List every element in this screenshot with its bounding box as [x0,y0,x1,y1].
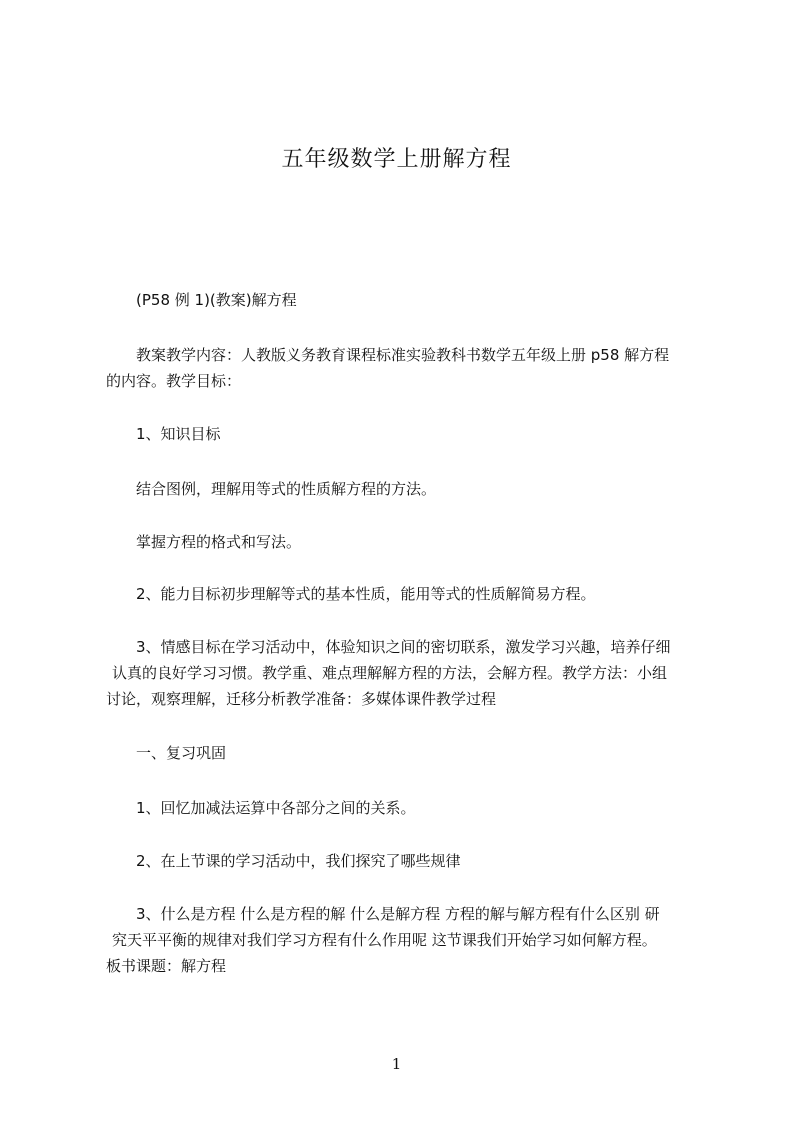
knowledge-objective-heading-text: 1、知识目标 [136,425,221,443]
emotion-objective-line-1: 3、情感目标在学习活动中，体验知识之间的密切联系，激发学习兴趣，培养仔细 [136,638,671,656]
ability-objective-text: 2、能力目标初步理解等式的基本性质，能用等式的性质解简易方程。 [136,585,596,603]
lesson-subtitle [106,287,746,313]
review-item-1 [106,795,746,821]
ability-objective [106,581,746,607]
teaching-content-line-2: 的内容。教学目标： [106,372,242,390]
knowledge-objective-item-2 [106,529,746,555]
lesson-subtitle-text: (P58 例 1)(教案)解方程 [136,291,297,309]
review-item-2-text: 2、在上节课的学习活动中，我们探究了哪些规律 [136,852,461,870]
teaching-content-paragraph [106,342,716,394]
review-item-3-line-3: 板书课题：解方程 [106,957,227,975]
review-item-3-line-1: 3、什么是方程 什么是方程的解 什么是解方程 方程的解与解方程有什么区别 研 [136,905,660,923]
emotion-objective-line-2: 认真的良好学习习惯。教学重、难点理解解方程的方法，会解方程。教学方法：小组 [112,664,668,682]
document-title: 五年级数学上册解方程 [281,147,512,172]
review-item-3-line-2: 究天平平衡的规律对我们学习方程有什么作用呢 这节课我们开始学习如何解方程。 [112,931,657,949]
knowledge-objective-item-1-text: 结合图例，理解用等式的性质解方程的方法。 [136,480,437,498]
review-section-heading [106,740,746,766]
review-item-3-paragraph [106,901,716,979]
review-section-heading-text: 一、复习巩固 [136,744,227,762]
teaching-content-line-1: 教案教学内容：人教版义务教育课程标准实验教科书数学五年级上册 p58 解方程 [136,346,670,364]
emotion-objective-line-3: 讨论，观察理解，迁移分析教学准备：多媒体课件教学过程 [106,690,497,708]
page-number: 1 [391,1055,402,1073]
knowledge-objective-heading [106,421,746,447]
emotion-objective-paragraph [106,634,716,712]
knowledge-objective-item-2-text: 掌握方程的格式和写法。 [136,533,302,551]
knowledge-objective-item-1 [106,476,746,502]
review-item-1-text: 1、回忆加减法运算中各部分之间的关系。 [136,799,416,817]
review-item-2 [106,848,746,874]
